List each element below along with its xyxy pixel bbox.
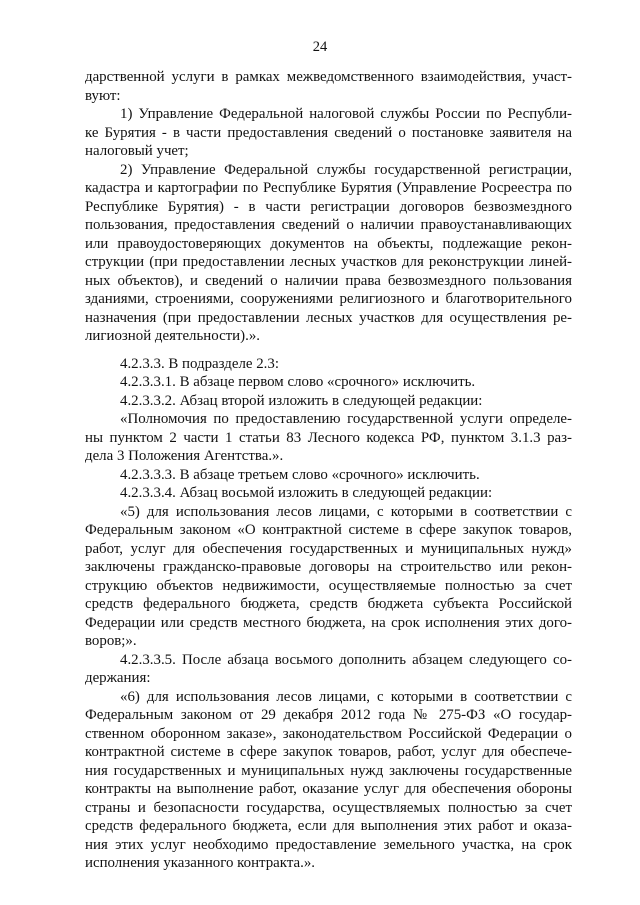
text-line: ния государственных и муниципальных нужд заключены государственные (85, 762, 572, 779)
text-line: «6) для использования лесов лицами, с которыми в соответствии с (120, 688, 572, 705)
text-line: дела 3 Положения Агентства.». (85, 448, 284, 464)
text-line: контрактной системе в сфере закупок товаров, работ, услуг для обеспече- (85, 744, 572, 760)
text-line: 4.2.3.3.1. В абзаце первом слово «срочного» исключить. (120, 374, 476, 390)
text-line: вуют: (85, 87, 121, 104)
text-line: «Полномочия по предоставлению государственной услуги определе- (120, 411, 572, 427)
text-line: 1) Управление Федеральной налоговой службы России по Республи- (120, 106, 572, 122)
text-line: исполнения указанного контракта.». (85, 855, 316, 871)
text-line: кадастра и картографии по Республике Бурятия (Управление Росреестра по (85, 180, 572, 196)
text-line: назначения (при предоставлении лесных участков для осуществления ре- (85, 309, 572, 326)
text-line: Федеральным законом от 29 декабря 2012 года № 275-ФЗ «О государ- (85, 707, 572, 723)
text-line: Федерации или средств местного бюджета, на срок исполнения этих дого- (85, 614, 572, 631)
text-line: средств федерального бюджета, средств бюджета субъекта Российской (85, 596, 572, 612)
text-line: страны и безопасности государства, осуществляемых полностью за счет (85, 799, 572, 816)
text-line: ке Бурятия - в части предоставления сведений о постановке заявителя на (85, 124, 572, 141)
text-line: работ, услуг для обеспечения государственных и муниципальных нужд» (85, 540, 572, 557)
text-line: Республике Бурятия) - в части регистрации договоров безвозмездного (85, 198, 572, 215)
text-line: ны пунктом 2 части 1 статьи 83 Лесного кодекса РФ, пунктом 3.1.3 раз- (85, 429, 572, 446)
text-line: 4.2.3.3.4. Абзац восьмой изложить в следующей редакции: (120, 485, 493, 501)
text-line: 4.2.3.3.3. В абзаце третьем слово «срочного» исключить. (120, 466, 480, 483)
text-line: дарственной услуги в рамках межведомственного взаимодействия, участ- (85, 69, 572, 85)
text-line: ния этих услуг необходимо предоставление земельного участка, на срок (85, 836, 572, 853)
text-line: 4.2.3.3.2. Абзац второй изложить в следующей редакции: (120, 392, 483, 409)
text-line: средств федерального бюджета, если для выполнения этих работ и оказа- (85, 818, 572, 834)
text-line: ных объектов), и сведений о наличии права безвозмездного пользования (85, 272, 572, 289)
text-line: 2) Управление Федеральной службы государственной регистрации, (120, 161, 572, 178)
text-line: налоговый учет; (85, 143, 189, 159)
text-line: 4.2.3.3.5. После абзаца восьмого дополнить абзацем следующего со- (120, 651, 572, 668)
text-line: струкцию объектов недвижимости, осуществляемые полностью за счет (85, 577, 572, 594)
text-line: 4.2.3.3. В подразделе 2.3: (120, 355, 279, 372)
text-line: пользования, предоставления сведений о наличии правоустанавливающих (85, 217, 572, 233)
page-number: 24 (312, 39, 328, 55)
text-line: зданиями, строениями, сооружениями религиозного и благотворительного (85, 291, 572, 307)
text-line: «5) для использования лесов лицами, с которыми в соответствии с (120, 503, 572, 520)
text-line: Федеральным законом «О контрактной системе в сфере закупок товаров, (85, 522, 572, 538)
text-line: заключены гражданско-правовые договоры на строительство или рекон- (85, 559, 572, 575)
paragraph-gap (85, 346, 572, 355)
text-line: воров;». (85, 633, 137, 649)
text-line: держания: (85, 670, 151, 686)
document-body (85, 68, 572, 873)
text-line: контракты на выполнение работ, оказание услуг для обеспечения обороны (85, 781, 572, 797)
text-line: струкции (при предоставлении лесных участков для реконструкции линей- (85, 254, 572, 270)
text-line: или правоудостоверяющих документов на объекты, подлежащие рекон- (85, 235, 572, 252)
text-line: ственном оборонном заказе», законодательством Российской Федерации о (85, 725, 572, 742)
text-line: лигиозной деятельности).». (85, 328, 261, 344)
